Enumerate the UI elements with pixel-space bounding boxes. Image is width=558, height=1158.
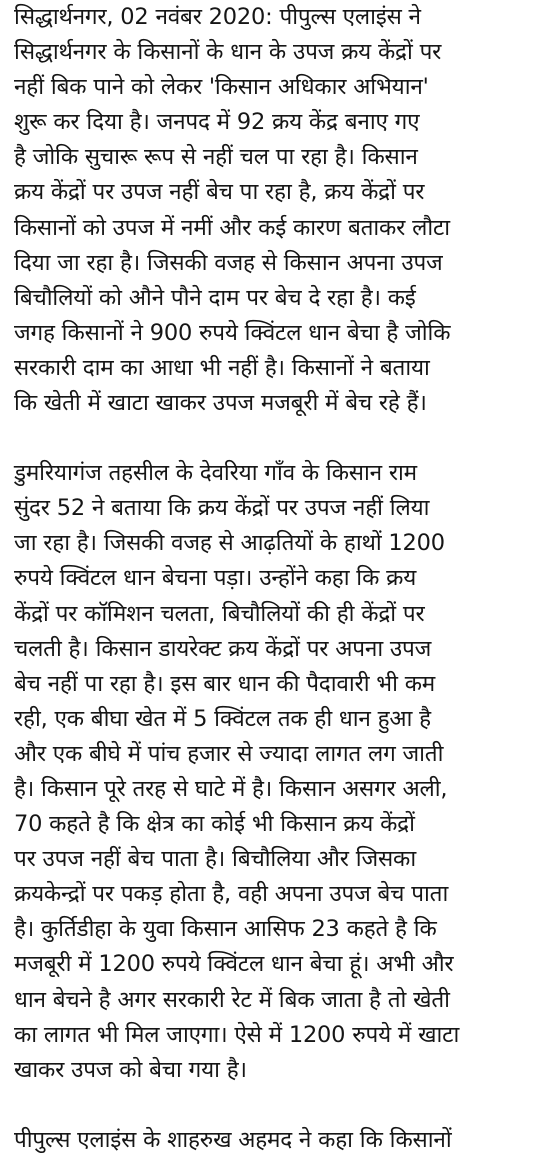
text-line: 70 कहते है कि क्षेत्र का कोई भी किसान क्रय केंद्रों [14, 811, 415, 838]
text-line: रही, एक बीघा खेत में 5 क्विंटल तक ही धान हुआ है [14, 705, 431, 732]
text-line: है जोकि सुचारू रूप से नहीं चल पा रहा है। किसान [14, 144, 418, 171]
text-line: जा रहा है। जिसकी वजह से आढ़तियों के हाथों 1200 [14, 530, 445, 557]
text-line: मजबूरी में 1200 रुपये क्विंटल धान बेचा हूं। अभी और [14, 951, 454, 978]
text-line: धान बेचने है अगर सरकारी रेट में बिक जाता है तो खेती [14, 986, 450, 1013]
text-line: डुमरियागंज तहसील के देवरिया गाँव के किसान राम [14, 460, 417, 487]
text-line: किसानों को उपज में नमीं और कई कारण बताकर लौटा [14, 214, 450, 241]
text-line: बिचौलियों को औने पौने दाम पर बेच दे रहा है। कई [14, 284, 416, 311]
paragraph-spacer [0, 1088, 558, 1123]
text-line: सिद्धार्थनगर, 02 नवंबर 2020: पीपुल्स एलाइंस ने [14, 4, 421, 30]
text-line: दिया जा रहा है। जिसकी वजह से किसान अपना उपज [14, 249, 443, 276]
text-line: सुंदर 52 ने बताया कि क्रय केंद्रों पर उपज नहीं लिया [14, 495, 430, 522]
text-line: जगह किसानों ने 900 रुपये क्विंटल धान बेचा है जोकि [14, 319, 451, 346]
text-line: का लागत भी मिल जाएगा। ऐसे में 1200 रुपये में खाटा [14, 1021, 460, 1048]
text-line: पीपुल्स एलाइंस के शाहरुख अहमद ने कहा कि किसानों [14, 1126, 452, 1153]
text-line: सरकारी दाम का आधा भी नहीं है। किसानों ने बताया [14, 354, 430, 381]
paragraph-1 [0, 0, 558, 421]
text-line: केंद्रों पर कॉमिशन चलता, बिचौलियों की ही केंद्रों पर [14, 600, 425, 627]
text-line: क्रयकेन्द्रों पर पकड़ होता है, वही अपना उपज बेच पाता [14, 881, 449, 908]
text-line: कि खेती में खाटा खाकर उपज मजबूरी में बेच रहे हैं। [14, 390, 427, 417]
text-line: बेच नहीं पा रहा है। इस बार धान की पैदावारी भी कम [14, 670, 436, 697]
text-line: क्रय केंद्रों पर उपज नहीं बेच पा रहा है, क्रय केंद्रों पर [14, 179, 425, 206]
text-line: शुरू कर दिया है। जनपद में 92 क्रय केंद्र बनाए गए [14, 109, 420, 136]
paragraph-3 [0, 1123, 558, 1158]
text-line: है। किसान पूरे तरह से घाटे में है। किसान असगर अली, [14, 775, 448, 802]
text-line: है। कुर्तिडीहा के युवा किसान आसिफ 23 कहते है कि [14, 916, 437, 943]
text-line: नहीं बिक पाने को लेकर 'किसान अधिकार अभियान' [14, 74, 429, 101]
text-line: सिद्धार्थनगर के किसानों के धान के उपज क्रय केंद्रों पर [14, 39, 442, 66]
text-line: चलती है। किसान डायरेक्ट क्रय केंद्रों पर अपना उपज [14, 635, 432, 662]
paragraph-2 [0, 456, 558, 1088]
paragraph-spacer [0, 421, 558, 456]
text-line: खाकर उपज को बेचा गया है। [14, 1056, 247, 1083]
text-line: और एक बीघे में पांच हजार से ज्यादा लागत लग जाती [14, 740, 444, 767]
text-line: रुपये क्विंटल धान बेचना पड़ा। उन्होंने कहा कि क्रय [14, 565, 417, 592]
text-line: पर उपज नहीं बेच पाता है। बिचौलिया और जिसका [14, 846, 416, 873]
